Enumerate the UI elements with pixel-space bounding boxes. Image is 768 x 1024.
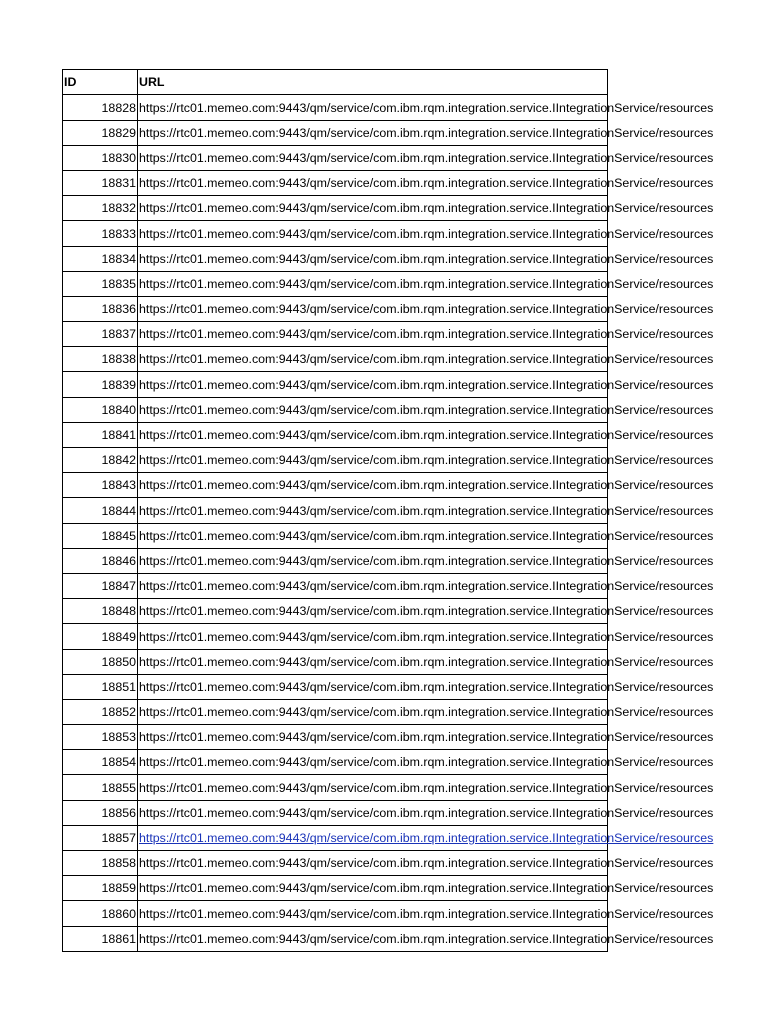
table-row [63, 170, 608, 195]
table-row [63, 296, 608, 321]
id-cell: 18847 [63, 573, 138, 598]
table-row [63, 196, 608, 221]
id-cell: 18861 [63, 926, 138, 951]
table-row [63, 649, 608, 674]
url-cell: https://rtc01.memeo.com:9443/qm/service/com.ibm.rqm.integration.service.IIntegrationService/resources [138, 170, 608, 195]
url-cell: https://rtc01.memeo.com:9443/qm/service/com.ibm.rqm.integration.service.IIntegrationService/resources [138, 372, 608, 397]
id-cell: 18851 [63, 674, 138, 699]
table-row [63, 95, 608, 120]
url-cell: https://rtc01.memeo.com:9443/qm/service/com.ibm.rqm.integration.service.IIntegrationService/resources [138, 876, 608, 901]
table-row [63, 624, 608, 649]
id-cell: 18848 [63, 599, 138, 624]
id-cell: 18832 [63, 196, 138, 221]
table-row [63, 851, 608, 876]
url-cell: https://rtc01.memeo.com:9443/qm/service/com.ibm.rqm.integration.service.IIntegrationService/resources [138, 573, 608, 598]
table-row [63, 699, 608, 724]
url-cell: https://rtc01.memeo.com:9443/qm/service/com.ibm.rqm.integration.service.IIntegrationService/resources [138, 120, 608, 145]
table-row [63, 372, 608, 397]
table-row [63, 800, 608, 825]
table-row [63, 120, 608, 145]
table-row [63, 876, 608, 901]
id-cell: 18859 [63, 876, 138, 901]
id-cell: 18837 [63, 322, 138, 347]
table-row [63, 926, 608, 951]
url-cell [138, 825, 714, 850]
url-cell: https://rtc01.memeo.com:9443/qm/service/com.ibm.rqm.integration.service.IIntegrationService/resources [138, 674, 608, 699]
table-row [63, 825, 608, 850]
table-row [63, 145, 608, 170]
url-cell: https://rtc01.memeo.com:9443/qm/service/com.ibm.rqm.integration.service.IIntegrationService/resources [138, 448, 608, 473]
id-cell: 18846 [63, 548, 138, 573]
id-cell: 18839 [63, 372, 138, 397]
table-row [63, 498, 608, 523]
url-cell: https://rtc01.memeo.com:9443/qm/service/com.ibm.rqm.integration.service.IIntegrationService/resources [138, 221, 608, 246]
id-cell: 18854 [63, 750, 138, 775]
table-row [63, 725, 608, 750]
id-cell: 18838 [63, 347, 138, 372]
id-cell: 18834 [63, 246, 138, 271]
id-cell: 18850 [63, 649, 138, 674]
url-cell: https://rtc01.memeo.com:9443/qm/service/com.ibm.rqm.integration.service.IIntegrationService/resources [138, 397, 608, 422]
id-cell: 18835 [63, 271, 138, 296]
url-hyperlink[interactable]: https://rtc01.memeo.com:9443/qm/service/com.ibm.rqm.integration.service.IIntegrationService/resources [139, 831, 714, 846]
table-row [63, 221, 608, 246]
url-cell: https://rtc01.memeo.com:9443/qm/service/com.ibm.rqm.integration.service.IIntegrationService/resources [138, 145, 608, 170]
table-row [63, 674, 608, 699]
spreadsheet-table [62, 69, 714, 952]
url-cell: https://rtc01.memeo.com:9443/qm/service/com.ibm.rqm.integration.service.IIntegrationService/resources [138, 322, 608, 347]
id-cell: 18857 [63, 825, 138, 850]
table-row [63, 548, 608, 573]
url-cell: https://rtc01.memeo.com:9443/qm/service/com.ibm.rqm.integration.service.IIntegrationService/resources [138, 624, 608, 649]
url-cell: https://rtc01.memeo.com:9443/qm/service/com.ibm.rqm.integration.service.IIntegrationService/resources [138, 473, 608, 498]
url-cell: https://rtc01.memeo.com:9443/qm/service/com.ibm.rqm.integration.service.IIntegrationService/resources [138, 851, 608, 876]
url-cell: https://rtc01.memeo.com:9443/qm/service/com.ibm.rqm.integration.service.IIntegrationService/resources [138, 926, 608, 951]
table-row [63, 901, 608, 926]
table-row [63, 422, 608, 447]
table-body [63, 95, 714, 951]
table-row [63, 322, 608, 347]
url-cell: https://rtc01.memeo.com:9443/qm/service/com.ibm.rqm.integration.service.IIntegrationService/resources [138, 95, 608, 120]
url-cell: https://rtc01.memeo.com:9443/qm/service/com.ibm.rqm.integration.service.IIntegrationService/resources [138, 800, 608, 825]
id-cell: 18833 [63, 221, 138, 246]
table-row [63, 448, 608, 473]
header-row [63, 70, 608, 95]
id-cell: 18831 [63, 170, 138, 195]
id-cell: 18858 [63, 851, 138, 876]
table-row [63, 271, 608, 296]
url-cell: https://rtc01.memeo.com:9443/qm/service/com.ibm.rqm.integration.service.IIntegrationService/resources [138, 347, 608, 372]
table-row [63, 573, 608, 598]
url-cell: https://rtc01.memeo.com:9443/qm/service/com.ibm.rqm.integration.service.IIntegrationService/resources [138, 498, 608, 523]
url-cell: https://rtc01.memeo.com:9443/qm/service/com.ibm.rqm.integration.service.IIntegrationService/resources [138, 271, 608, 296]
table-row [63, 750, 608, 775]
id-cell: 18829 [63, 120, 138, 145]
url-cell: https://rtc01.memeo.com:9443/qm/service/com.ibm.rqm.integration.service.IIntegrationService/resources [138, 548, 608, 573]
id-cell: 18855 [63, 775, 138, 800]
url-column-header: URL [138, 70, 608, 95]
id-cell: 18853 [63, 725, 138, 750]
id-cell: 18842 [63, 448, 138, 473]
url-cell: https://rtc01.memeo.com:9443/qm/service/com.ibm.rqm.integration.service.IIntegrationService/resources [138, 775, 608, 800]
url-cell: https://rtc01.memeo.com:9443/qm/service/com.ibm.rqm.integration.service.IIntegrationService/resources [138, 649, 608, 674]
url-cell: https://rtc01.memeo.com:9443/qm/service/com.ibm.rqm.integration.service.IIntegrationService/resources [138, 246, 608, 271]
url-cell: https://rtc01.memeo.com:9443/qm/service/com.ibm.rqm.integration.service.IIntegrationService/resources [138, 699, 608, 724]
id-cell: 18843 [63, 473, 138, 498]
url-cell: https://rtc01.memeo.com:9443/qm/service/com.ibm.rqm.integration.service.IIntegrationService/resources [138, 725, 608, 750]
id-cell: 18844 [63, 498, 138, 523]
table-row [63, 397, 608, 422]
id-cell: 18856 [63, 800, 138, 825]
url-cell: https://rtc01.memeo.com:9443/qm/service/com.ibm.rqm.integration.service.IIntegrationService/resources [138, 523, 608, 548]
id-cell: 18852 [63, 699, 138, 724]
id-cell: 18845 [63, 523, 138, 548]
url-cell: https://rtc01.memeo.com:9443/qm/service/com.ibm.rqm.integration.service.IIntegrationService/resources [138, 750, 608, 775]
id-column-header: ID [63, 70, 138, 95]
id-cell: 18830 [63, 145, 138, 170]
id-cell: 18828 [63, 95, 138, 120]
url-cell: https://rtc01.memeo.com:9443/qm/service/com.ibm.rqm.integration.service.IIntegrationService/resources [138, 196, 608, 221]
id-cell: 18841 [63, 422, 138, 447]
table-row [63, 775, 608, 800]
table-row [63, 599, 608, 624]
id-cell: 18836 [63, 296, 138, 321]
table-row [63, 473, 608, 498]
url-cell: https://rtc01.memeo.com:9443/qm/service/com.ibm.rqm.integration.service.IIntegrationService/resources [138, 296, 608, 321]
table-row [63, 347, 608, 372]
id-cell: 18849 [63, 624, 138, 649]
table-row [63, 523, 608, 548]
id-cell: 18840 [63, 397, 138, 422]
id-cell: 18860 [63, 901, 138, 926]
url-cell: https://rtc01.memeo.com:9443/qm/service/com.ibm.rqm.integration.service.IIntegrationService/resources [138, 901, 608, 926]
url-cell: https://rtc01.memeo.com:9443/qm/service/com.ibm.rqm.integration.service.IIntegrationService/resources [138, 422, 608, 447]
url-cell: https://rtc01.memeo.com:9443/qm/service/com.ibm.rqm.integration.service.IIntegrationService/resources [138, 599, 608, 624]
table-row [63, 246, 608, 271]
